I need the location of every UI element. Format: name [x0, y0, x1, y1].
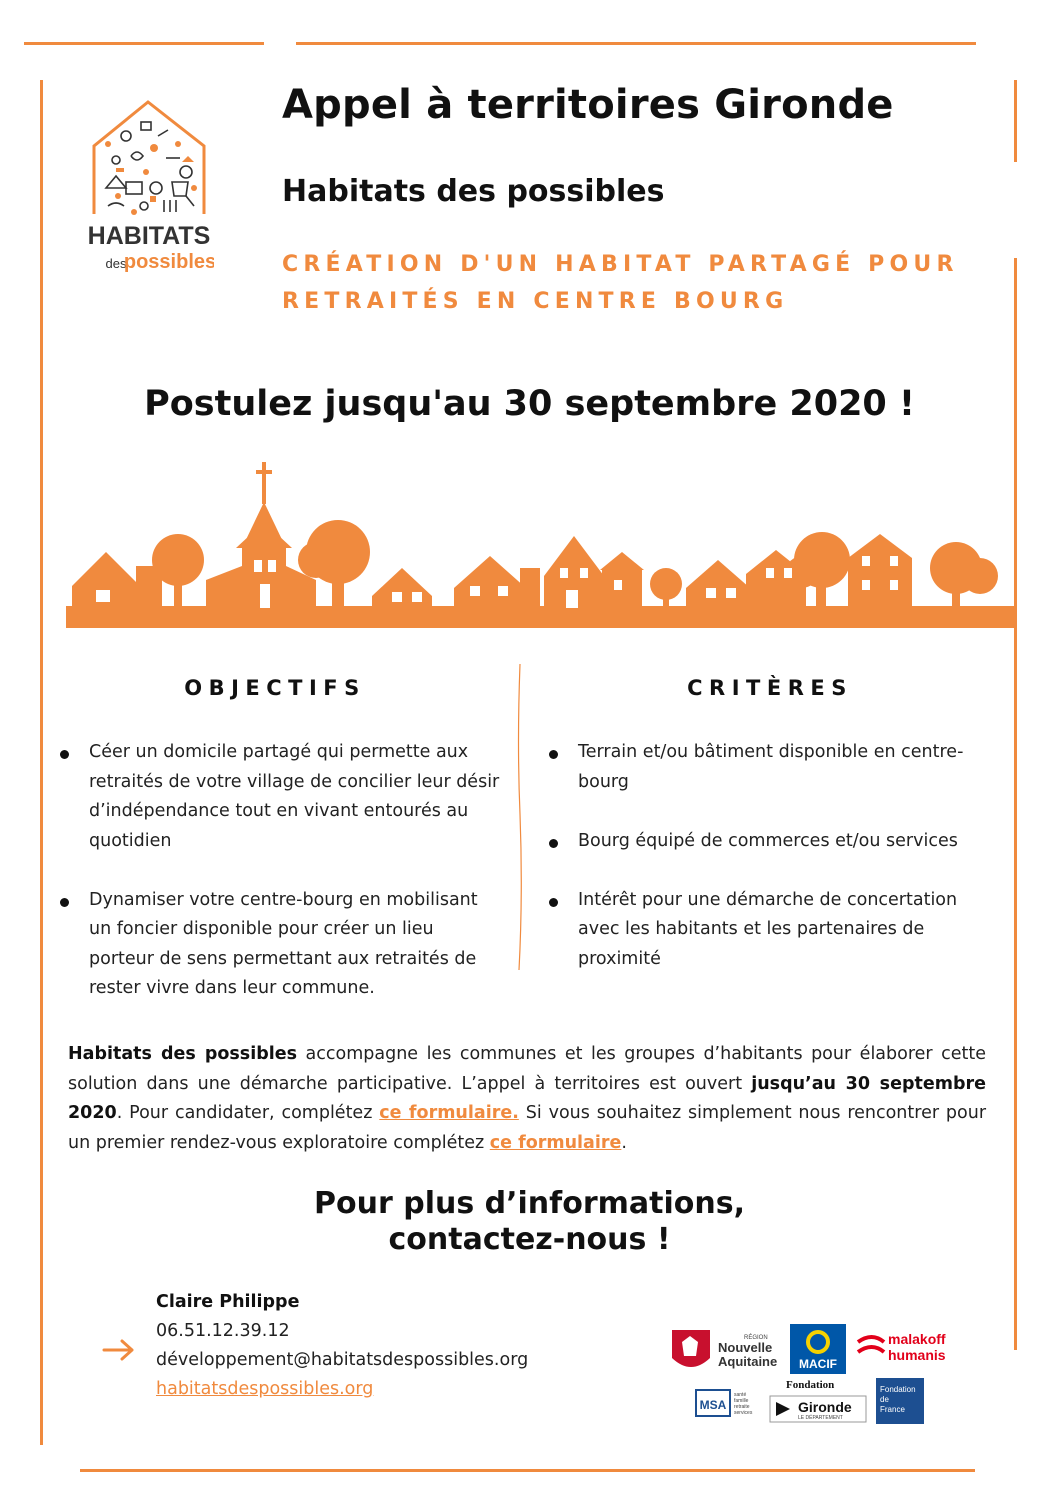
msa-logo: [696, 1390, 753, 1416]
svg-text:de: de: [880, 1395, 889, 1404]
macif-logo: [790, 1324, 846, 1374]
svg-text:santé: santé: [734, 1392, 747, 1398]
contact-heading: [0, 1186, 1059, 1258]
critere-item: Bourg équipé de commerces et/ou services: [549, 827, 989, 857]
tagline: CRÉATION D'UN HABITAT PARTAGÉ POUR RETRAITÉS EN CENTRE BOURG: [282, 252, 959, 314]
deadline-date: jusqu’au 30 septembre 2020: [68, 1073, 986, 1123]
frame-bottom: [80, 1469, 975, 1472]
fondation-de-france-logo: [876, 1378, 924, 1424]
description-paragraph: [68, 1040, 986, 1158]
svg-text:France: France: [880, 1405, 905, 1414]
objectif-item: Dynamiser votre centre-bourg en mobilisant un foncier disponible pour créer un lieu porteur de sens permettant aux retraités de rester vivre dans leur commune.: [60, 886, 502, 1004]
svg-text:possibles: possibles: [123, 251, 214, 273]
contact-heading-line: contactez-nous !: [388, 1222, 671, 1257]
malakoff-humanis-logo: [858, 1331, 946, 1363]
svg-text:RÉGION: RÉGION: [744, 1335, 768, 1341]
village-skyline-illustration: [66, 456, 1016, 628]
criteres-heading: CRITÈRES: [687, 676, 853, 700]
svg-text:humanis: humanis: [888, 1347, 946, 1363]
paragraph-text: . Pour candidater, complétez: [116, 1103, 380, 1123]
svg-text:MACIF: MACIF: [799, 1357, 837, 1371]
paragraph-text: accompagne les communes et les groupes d’habitants pour élaborer cette solution dans une démarche participative. L’appel à territoires est ouvert: [68, 1044, 987, 1094]
partner-logos: [666, 1320, 982, 1430]
contact-block: [156, 1288, 528, 1404]
svg-text:Gironde: Gironde: [798, 1399, 852, 1415]
objectif-item: Céer un domicile partagé qui permette aux retraités de votre village de concilier leur désir d’indépendance tout en vivant entourés au quotidien: [60, 738, 502, 856]
objectifs-list: [60, 738, 502, 1033]
svg-text:Fondation: Fondation: [786, 1379, 835, 1391]
contact-heading-line: Pour plus d’informations,: [314, 1186, 745, 1221]
criteres-list: [549, 738, 989, 1004]
contact-name: Claire Philippe: [156, 1292, 300, 1312]
frame-top-left: [24, 42, 264, 45]
svg-text:services: services: [734, 1410, 753, 1416]
page-subtitle: Habitats des possibles: [282, 174, 665, 209]
website-link[interactable]: habitatsdespossibles.org: [156, 1379, 374, 1399]
svg-text:retraite: retraite: [734, 1404, 750, 1410]
region-nouvelle-aquitaine-logo: [672, 1330, 777, 1369]
svg-text:Nouvelle: Nouvelle: [718, 1340, 773, 1355]
objectifs-heading: OBJECTIFS: [184, 676, 366, 700]
column-divider: [516, 664, 524, 970]
frame-right-top: [1014, 80, 1017, 162]
svg-text:famille: famille: [734, 1398, 749, 1404]
critere-item: Terrain et/ou bâtiment disponible en centre-bourg: [549, 738, 989, 797]
meeting-form-link[interactable]: ce formulaire: [489, 1132, 622, 1153]
page-title: Appel à territoires Gironde: [282, 82, 894, 128]
svg-text:HABITATS: HABITATS: [87, 222, 211, 250]
org-name: Habitats des possibles: [68, 1044, 298, 1064]
svg-text:MSA: MSA: [699, 1398, 727, 1412]
arrow-right-icon: [102, 1336, 136, 1364]
svg-text:Aquitaine: Aquitaine: [718, 1354, 778, 1369]
paragraph-text: Si vous souhaitez simplement nous rencontrer pour un premier rendez-vous exploratoire complétez: [68, 1103, 987, 1153]
contact-email: développement@habitatsdespossibles.org: [156, 1350, 529, 1370]
svg-text:Fondation: Fondation: [880, 1385, 916, 1394]
svg-text:des: des: [105, 256, 127, 271]
deadline-banner: Postulez jusqu'au 30 septembre 2020 !: [144, 384, 915, 424]
application-form-link[interactable]: ce formulaire.: [379, 1103, 519, 1123]
contact-phone: 06.51.12.39.12: [156, 1321, 290, 1341]
frame-top-right: [296, 42, 976, 45]
habitats-des-possibles-logo: [86, 96, 214, 296]
svg-text:malakoff: malakoff: [888, 1331, 946, 1347]
svg-text:LE DÉPARTEMENT: LE DÉPARTEMENT: [798, 1415, 843, 1421]
paragraph-text: .: [621, 1132, 627, 1153]
fondation-gironde-logo: [770, 1379, 866, 1422]
critere-item: Intérêt pour une démarche de concertation avec les habitants et les partenaires de proximité: [549, 886, 989, 975]
